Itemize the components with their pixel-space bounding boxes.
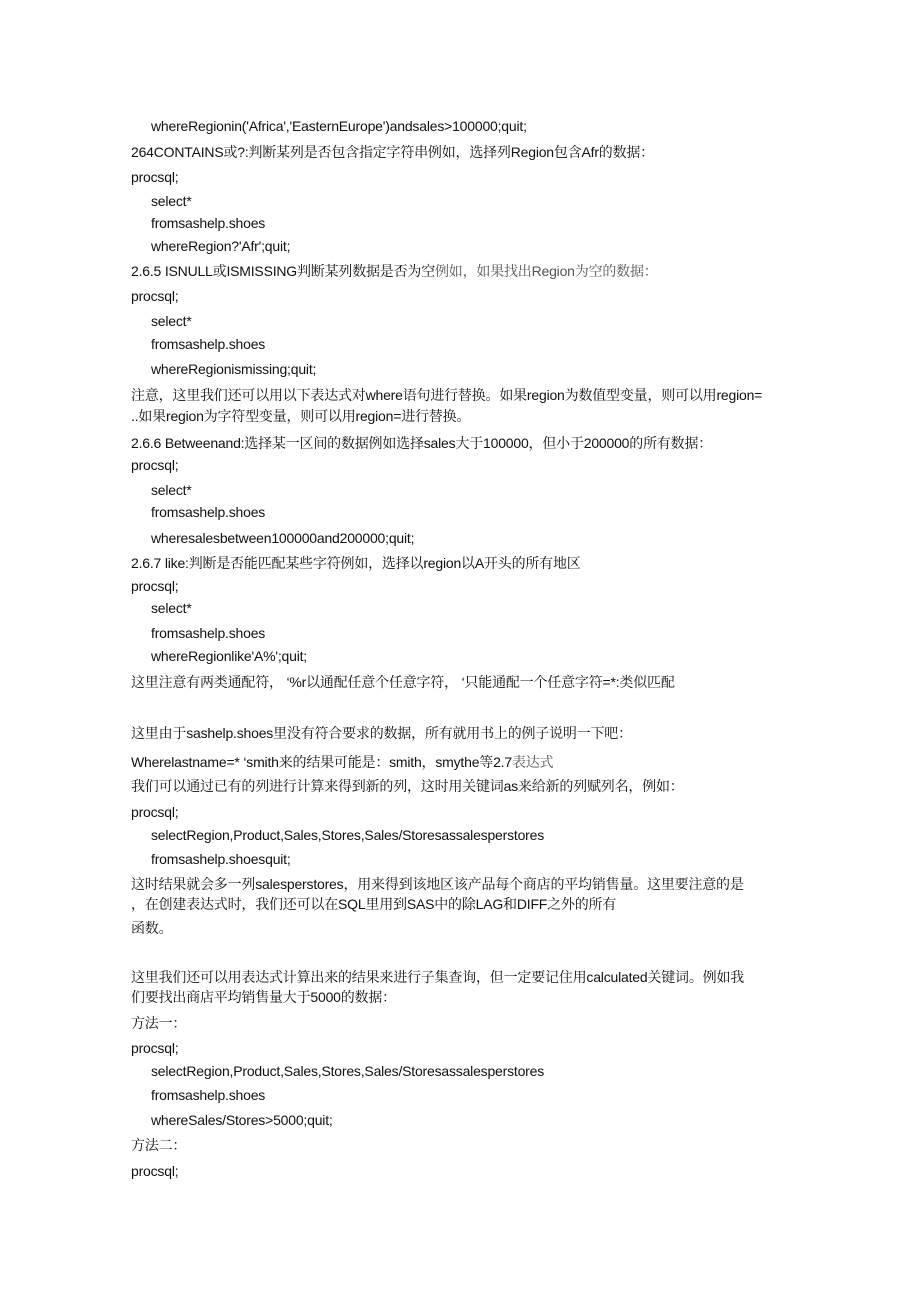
text-line: 注意，这里我们还可以用以下表达式对where语句进行替换。如果region为数值型变量，则可以用region= [131, 387, 763, 403]
text-segment: Wherelastname=* ‘smith来的结果可能是：smith，smythe等2.7 [131, 754, 512, 770]
text-segment-light: 表达式 [511, 754, 554, 770]
code-line: fromsashelp.shoes [151, 336, 266, 352]
code-line: fromsashelp.shoesquit; [151, 851, 291, 867]
text-line: ..如果region为字符型变量，则可以用region=进行替换。 [131, 408, 471, 424]
code-line: selectRegion,Product,Sales,Stores,Sales/Storesassalesperstores [151, 1063, 545, 1079]
code-line: fromsashelp.shoes [151, 625, 266, 641]
text-line: 们要找出商店平均销售量大于5000的数据： [131, 989, 396, 1005]
code-line: whereRegion?'Afr';quit; [151, 238, 291, 254]
text-line: procsql; [131, 288, 179, 304]
code-line: fromsashelp.shoes [151, 504, 266, 520]
text-line: procsql; [131, 1163, 179, 1179]
text-segment-light: 例如，如果找出Region为空的数据： [435, 263, 658, 279]
text-line: procsql; [131, 169, 179, 185]
text-line: procsql; [131, 457, 179, 473]
code-line: select* [151, 193, 192, 209]
text-line: procsql; [131, 578, 179, 594]
text-line: 这时结果就会多一列salesperstores，用来得到该地区该产品每个商店的平均销售量。这里要注意的是 [131, 876, 744, 892]
code-line: wheresalesbetween100000and200000;quit; [151, 530, 415, 546]
code-line: whereSales/Stores>5000;quit; [151, 1112, 333, 1128]
code-line: fromsashelp.shoes [151, 215, 266, 231]
text-line: 264CONTAINS或?:判断某列是否包含指定字符串例如，选择列Region包含Afr的数据： [131, 144, 654, 160]
code-line: whereRegionin('Africa','EasternEurope')andsales>100000;quit; [151, 118, 527, 134]
text-line: 2.6.7 like:判断是否能匹配某些字符例如，选择以region以A开头的所有地区 [131, 555, 581, 571]
text-line: 这里我们还可以用表达式计算出来的结果来进行子集查询，但一定要记住用calculated关键词。例如我 [131, 969, 745, 985]
text-line: procsql; [131, 1040, 179, 1056]
text-line: 我们可以通过已有的列进行计算来得到新的列，这时用关键词as来给新的列赋列名，例如： [131, 778, 684, 794]
text-line: 方法二： [131, 1137, 187, 1153]
text-line: 方法一： [131, 1015, 187, 1031]
text-line [131, 262, 658, 280]
text-line: ，在创建表达式时，我们还可以在SQL里用到SAS中的除LAG和DIFF之外的所有 [131, 896, 617, 912]
code-line: select* [151, 482, 192, 498]
code-line: fromsashelp.shoes [151, 1087, 266, 1103]
text-line [131, 753, 553, 771]
code-line: whereRegionlike'A%';quit; [151, 648, 307, 664]
text-line: 这里注意有两类通配符， ‘%r以通配任意个任意字符， ‘只能通配一个任意字符=*:类似匹配 [131, 674, 675, 690]
text-line: procsql; [131, 804, 179, 820]
code-line: selectRegion,Product,Sales,Stores,Sales/Storesassalesperstores [151, 827, 545, 843]
code-line: whereRegionismissing;quit; [151, 361, 317, 377]
text-line: 2.6.6 Betweenand:选择某一区间的数据例如选择sales大于100000，但小于200000的所有数据： [131, 435, 713, 451]
code-line: select* [151, 600, 192, 616]
text-line: 函数。 [131, 920, 173, 936]
text-line: 这里由于sashelp.shoes里没有符合要求的数据，所有就用书上的例子说明一下吧： [131, 725, 632, 741]
code-line: select* [151, 313, 192, 329]
text-segment: 2.6.5 ISNULL或ISMISSING判断某列数据是否为空 [131, 263, 435, 279]
